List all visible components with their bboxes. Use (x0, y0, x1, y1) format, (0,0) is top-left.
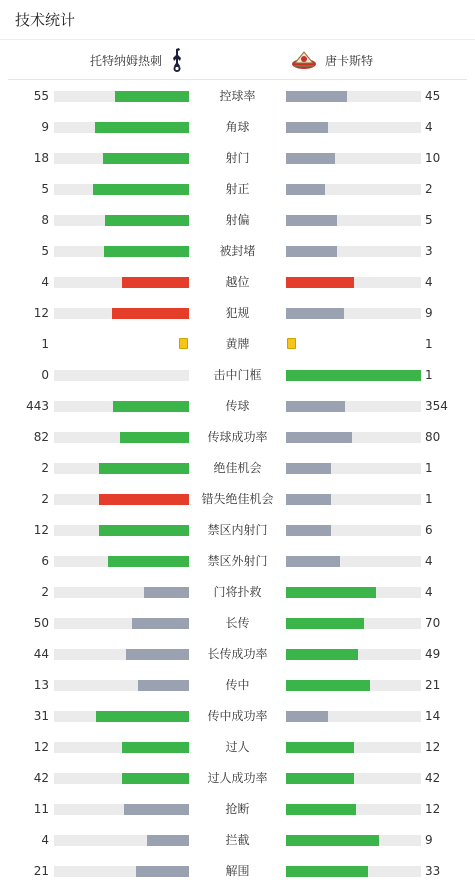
home-stat-bar (99, 525, 189, 536)
stat-label: 错失绝佳机会 (201, 492, 274, 506)
away-stat-bar (286, 556, 340, 567)
away-stat-track (286, 680, 421, 691)
home-stat-track (54, 649, 189, 660)
home-stat-track (54, 401, 189, 412)
stat-row (0, 236, 475, 267)
home-stat-track (54, 184, 189, 195)
away-stat-bar (286, 680, 370, 691)
away-stat-bar (286, 463, 331, 474)
home-stat-track (54, 835, 189, 846)
away-stat-track (286, 91, 421, 102)
away-stat-value: 70 (425, 616, 441, 630)
home-stat-value: 1 (41, 337, 49, 351)
home-stat-value: 18 (33, 151, 49, 165)
home-stat-value: 2 (41, 585, 49, 599)
away-stat-bar (286, 153, 335, 164)
away-stat-value: 354 (425, 399, 448, 413)
stat-label: 抢断 (225, 802, 250, 816)
away-stat-track (286, 773, 421, 784)
away-stat-track (286, 215, 421, 226)
home-stat-bar (144, 587, 189, 598)
away-yellow-card-icon (287, 338, 296, 349)
away-stat-track (286, 370, 421, 381)
stat-label: 犯规 (225, 306, 250, 320)
away-stat-track (286, 866, 421, 877)
away-stat-value: 21 (425, 678, 441, 692)
home-stat-value: 12 (33, 306, 49, 320)
stats-list (0, 81, 475, 887)
home-stat-bar (136, 866, 189, 877)
stat-row (0, 825, 475, 856)
home-stat-bar (112, 308, 189, 319)
stat-row (0, 267, 475, 298)
home-stat-track (54, 773, 189, 784)
home-stat-bar (122, 277, 190, 288)
stat-label: 过人成功率 (207, 771, 268, 785)
home-stat-bar (120, 432, 189, 443)
home-stat-track (54, 215, 189, 226)
away-stat-value: 4 (425, 585, 433, 599)
home-stat-bar (126, 649, 189, 660)
stat-label: 过人 (225, 740, 250, 754)
away-stat-track (286, 525, 421, 536)
away-stat-bar (286, 866, 368, 877)
home-stat-value: 4 (41, 275, 49, 289)
home-stat-bar (99, 463, 189, 474)
home-stat-value: 21 (33, 864, 49, 878)
stat-row (0, 81, 475, 112)
home-stat-value: 50 (33, 616, 49, 630)
page-title: 技术统计 (0, 0, 475, 40)
home-stat-value: 5 (41, 244, 49, 258)
stat-row (0, 112, 475, 143)
stat-label: 禁区外射门 (207, 554, 268, 568)
stat-label: 禁区内射门 (207, 523, 268, 537)
stat-row (0, 763, 475, 794)
home-stat-value: 9 (41, 120, 49, 134)
home-stat-value: 11 (33, 802, 49, 816)
stat-row (0, 515, 475, 546)
away-stat-track (286, 742, 421, 753)
home-stat-value: 8 (41, 213, 49, 227)
stat-row (0, 794, 475, 825)
away-stat-value: 4 (425, 554, 433, 568)
stat-label: 门将扑救 (213, 585, 262, 599)
away-stat-bar (286, 711, 328, 722)
stat-label: 控球率 (219, 89, 256, 103)
home-team-name: 托特纳姆热刺 (90, 53, 163, 68)
header (0, 0, 475, 40)
away-stat-track (286, 649, 421, 660)
home-stat-track (54, 308, 189, 319)
away-stat-track (286, 432, 421, 443)
away-stat-bar (286, 370, 421, 381)
stat-label: 传球成功率 (207, 430, 268, 444)
away-stat-track (286, 463, 421, 474)
home-stat-bar (138, 680, 189, 691)
away-stat-value: 4 (425, 275, 433, 289)
stat-row (0, 205, 475, 236)
away-stat-track (286, 184, 421, 195)
stat-row (0, 453, 475, 484)
stat-row (0, 298, 475, 329)
away-stat-bar (286, 184, 325, 195)
home-stat-bar (99, 494, 189, 505)
home-stat-bar (132, 618, 189, 629)
stat-row (0, 670, 475, 701)
home-stat-track (54, 494, 189, 505)
away-stat-track (286, 494, 421, 505)
away-stat-bar (286, 308, 344, 319)
home-stat-value: 55 (33, 89, 49, 103)
away-stat-value: 45 (425, 89, 441, 103)
away-stat-track (286, 711, 421, 722)
away-stat-value: 9 (425, 833, 433, 847)
stat-row (0, 329, 475, 360)
stat-label: 绝佳机会 (213, 461, 262, 475)
away-stat-value: 1 (425, 461, 433, 475)
away-stat-value: 14 (425, 709, 441, 723)
away-stat-bar (286, 773, 354, 784)
stat-label: 被封堵 (219, 244, 256, 258)
home-team-logo-icon (170, 47, 184, 73)
away-stat-track (286, 618, 421, 629)
home-stat-value: 12 (33, 740, 49, 754)
home-stat-bar (115, 91, 189, 102)
home-stat-track (54, 91, 189, 102)
away-stat-value: 5 (425, 213, 433, 227)
stat-row (0, 639, 475, 670)
home-stat-value: 12 (33, 523, 49, 537)
home-stat-bar (108, 556, 189, 567)
away-stat-value: 1 (425, 368, 433, 382)
away-stat-track (286, 804, 421, 815)
away-stat-track (286, 587, 421, 598)
away-stat-bar (286, 401, 345, 412)
stat-row (0, 360, 475, 391)
stat-row (0, 701, 475, 732)
home-stat-track (54, 618, 189, 629)
stat-label: 越位 (225, 275, 250, 289)
home-stat-value: 82 (33, 430, 49, 444)
away-stat-value: 9 (425, 306, 433, 320)
home-team[interactable] (90, 40, 184, 80)
away-stat-value: 10 (425, 151, 441, 165)
home-stat-track (54, 463, 189, 474)
away-stat-bar (286, 649, 358, 660)
home-stat-value: 31 (33, 709, 49, 723)
away-stat-bar (286, 215, 337, 226)
away-stat-track (286, 153, 421, 164)
home-stat-track (54, 711, 189, 722)
home-stat-value: 13 (33, 678, 49, 692)
home-stat-value: 44 (33, 647, 49, 661)
away-stat-bar (286, 494, 331, 505)
away-stat-value: 12 (425, 740, 441, 754)
stat-row (0, 422, 475, 453)
away-team-logo-icon (291, 49, 317, 71)
home-stat-bar (147, 835, 189, 846)
home-stat-track (54, 525, 189, 536)
away-stat-bar (286, 432, 352, 443)
away-stat-value: 49 (425, 647, 441, 661)
home-stat-value: 443 (26, 399, 49, 413)
away-stat-value: 33 (425, 864, 441, 878)
stat-label: 解围 (225, 864, 250, 878)
stat-row (0, 732, 475, 763)
home-stat-track (54, 246, 189, 257)
away-stat-track (286, 277, 421, 288)
stat-row (0, 608, 475, 639)
away-stat-bar (286, 618, 364, 629)
stat-label: 传中 (225, 678, 250, 692)
away-stat-bar (286, 525, 331, 536)
away-stat-value: 1 (425, 492, 433, 506)
away-stat-track (286, 401, 421, 412)
home-stat-track (54, 370, 189, 381)
away-stat-track (286, 835, 421, 846)
away-team-name: 唐卡斯特 (325, 53, 374, 68)
home-stat-bar (104, 246, 189, 257)
away-stat-bar (286, 122, 328, 133)
stat-label: 传中成功率 (207, 709, 268, 723)
stat-row (0, 577, 475, 608)
away-stat-track (286, 122, 421, 133)
home-stat-value: 2 (41, 492, 49, 506)
home-stat-track (54, 866, 189, 877)
stat-label: 长传 (225, 616, 250, 630)
stat-label: 射偏 (225, 213, 250, 227)
stat-label: 长传成功率 (207, 647, 268, 661)
home-stat-bar (113, 401, 189, 412)
home-stat-track (54, 432, 189, 443)
stat-row (0, 391, 475, 422)
away-stat-track (286, 308, 421, 319)
home-stat-bar (105, 215, 189, 226)
away-stat-bar (286, 804, 356, 815)
away-stat-value: 2 (425, 182, 433, 196)
stat-label: 角球 (225, 120, 250, 134)
away-team[interactable] (291, 40, 373, 80)
away-stat-value: 3 (425, 244, 433, 258)
home-stat-value: 0 (41, 368, 49, 382)
home-stat-track (54, 277, 189, 288)
home-stat-track (54, 556, 189, 567)
away-stat-bar (286, 587, 376, 598)
away-stat-value: 1 (425, 337, 433, 351)
stat-label: 射正 (225, 182, 250, 196)
away-stat-bar (286, 246, 337, 257)
home-stat-value: 2 (41, 461, 49, 475)
away-stat-value: 42 (425, 771, 441, 785)
home-stat-bar (96, 711, 189, 722)
home-yellow-card-icon (179, 338, 188, 349)
teams-header (8, 40, 467, 80)
stat-label: 射门 (225, 151, 250, 165)
home-stat-track (54, 804, 189, 815)
stat-label: 黄牌 (225, 337, 250, 351)
away-stat-value: 12 (425, 802, 441, 816)
home-stat-bar (103, 153, 189, 164)
away-stat-bar (286, 91, 347, 102)
stat-row (0, 174, 475, 205)
home-stat-track (54, 122, 189, 133)
stat-label: 传球 (225, 399, 250, 413)
home-stat-bar (122, 742, 190, 753)
away-stat-value: 4 (425, 120, 433, 134)
away-stat-bar (286, 835, 379, 846)
home-stat-track (54, 680, 189, 691)
home-stat-value: 6 (41, 554, 49, 568)
away-stat-bar (286, 742, 354, 753)
stat-label: 拦截 (225, 833, 250, 847)
home-stat-value: 4 (41, 833, 49, 847)
away-stat-bar (286, 277, 354, 288)
stat-row (0, 546, 475, 577)
away-stat-track (286, 556, 421, 567)
home-stat-track (54, 153, 189, 164)
stat-label: 击中门框 (213, 368, 262, 382)
home-stat-value: 5 (41, 182, 49, 196)
stat-row (0, 856, 475, 887)
away-stat-value: 6 (425, 523, 433, 537)
stat-row (0, 143, 475, 174)
home-stat-value: 42 (33, 771, 49, 785)
home-stat-track (54, 742, 189, 753)
home-stat-bar (122, 773, 190, 784)
home-stat-track (54, 587, 189, 598)
away-stat-value: 80 (425, 430, 441, 444)
away-stat-track (286, 246, 421, 257)
stat-row (0, 484, 475, 515)
home-stat-bar (93, 184, 189, 195)
home-stat-bar (95, 122, 190, 133)
home-stat-bar (124, 804, 189, 815)
